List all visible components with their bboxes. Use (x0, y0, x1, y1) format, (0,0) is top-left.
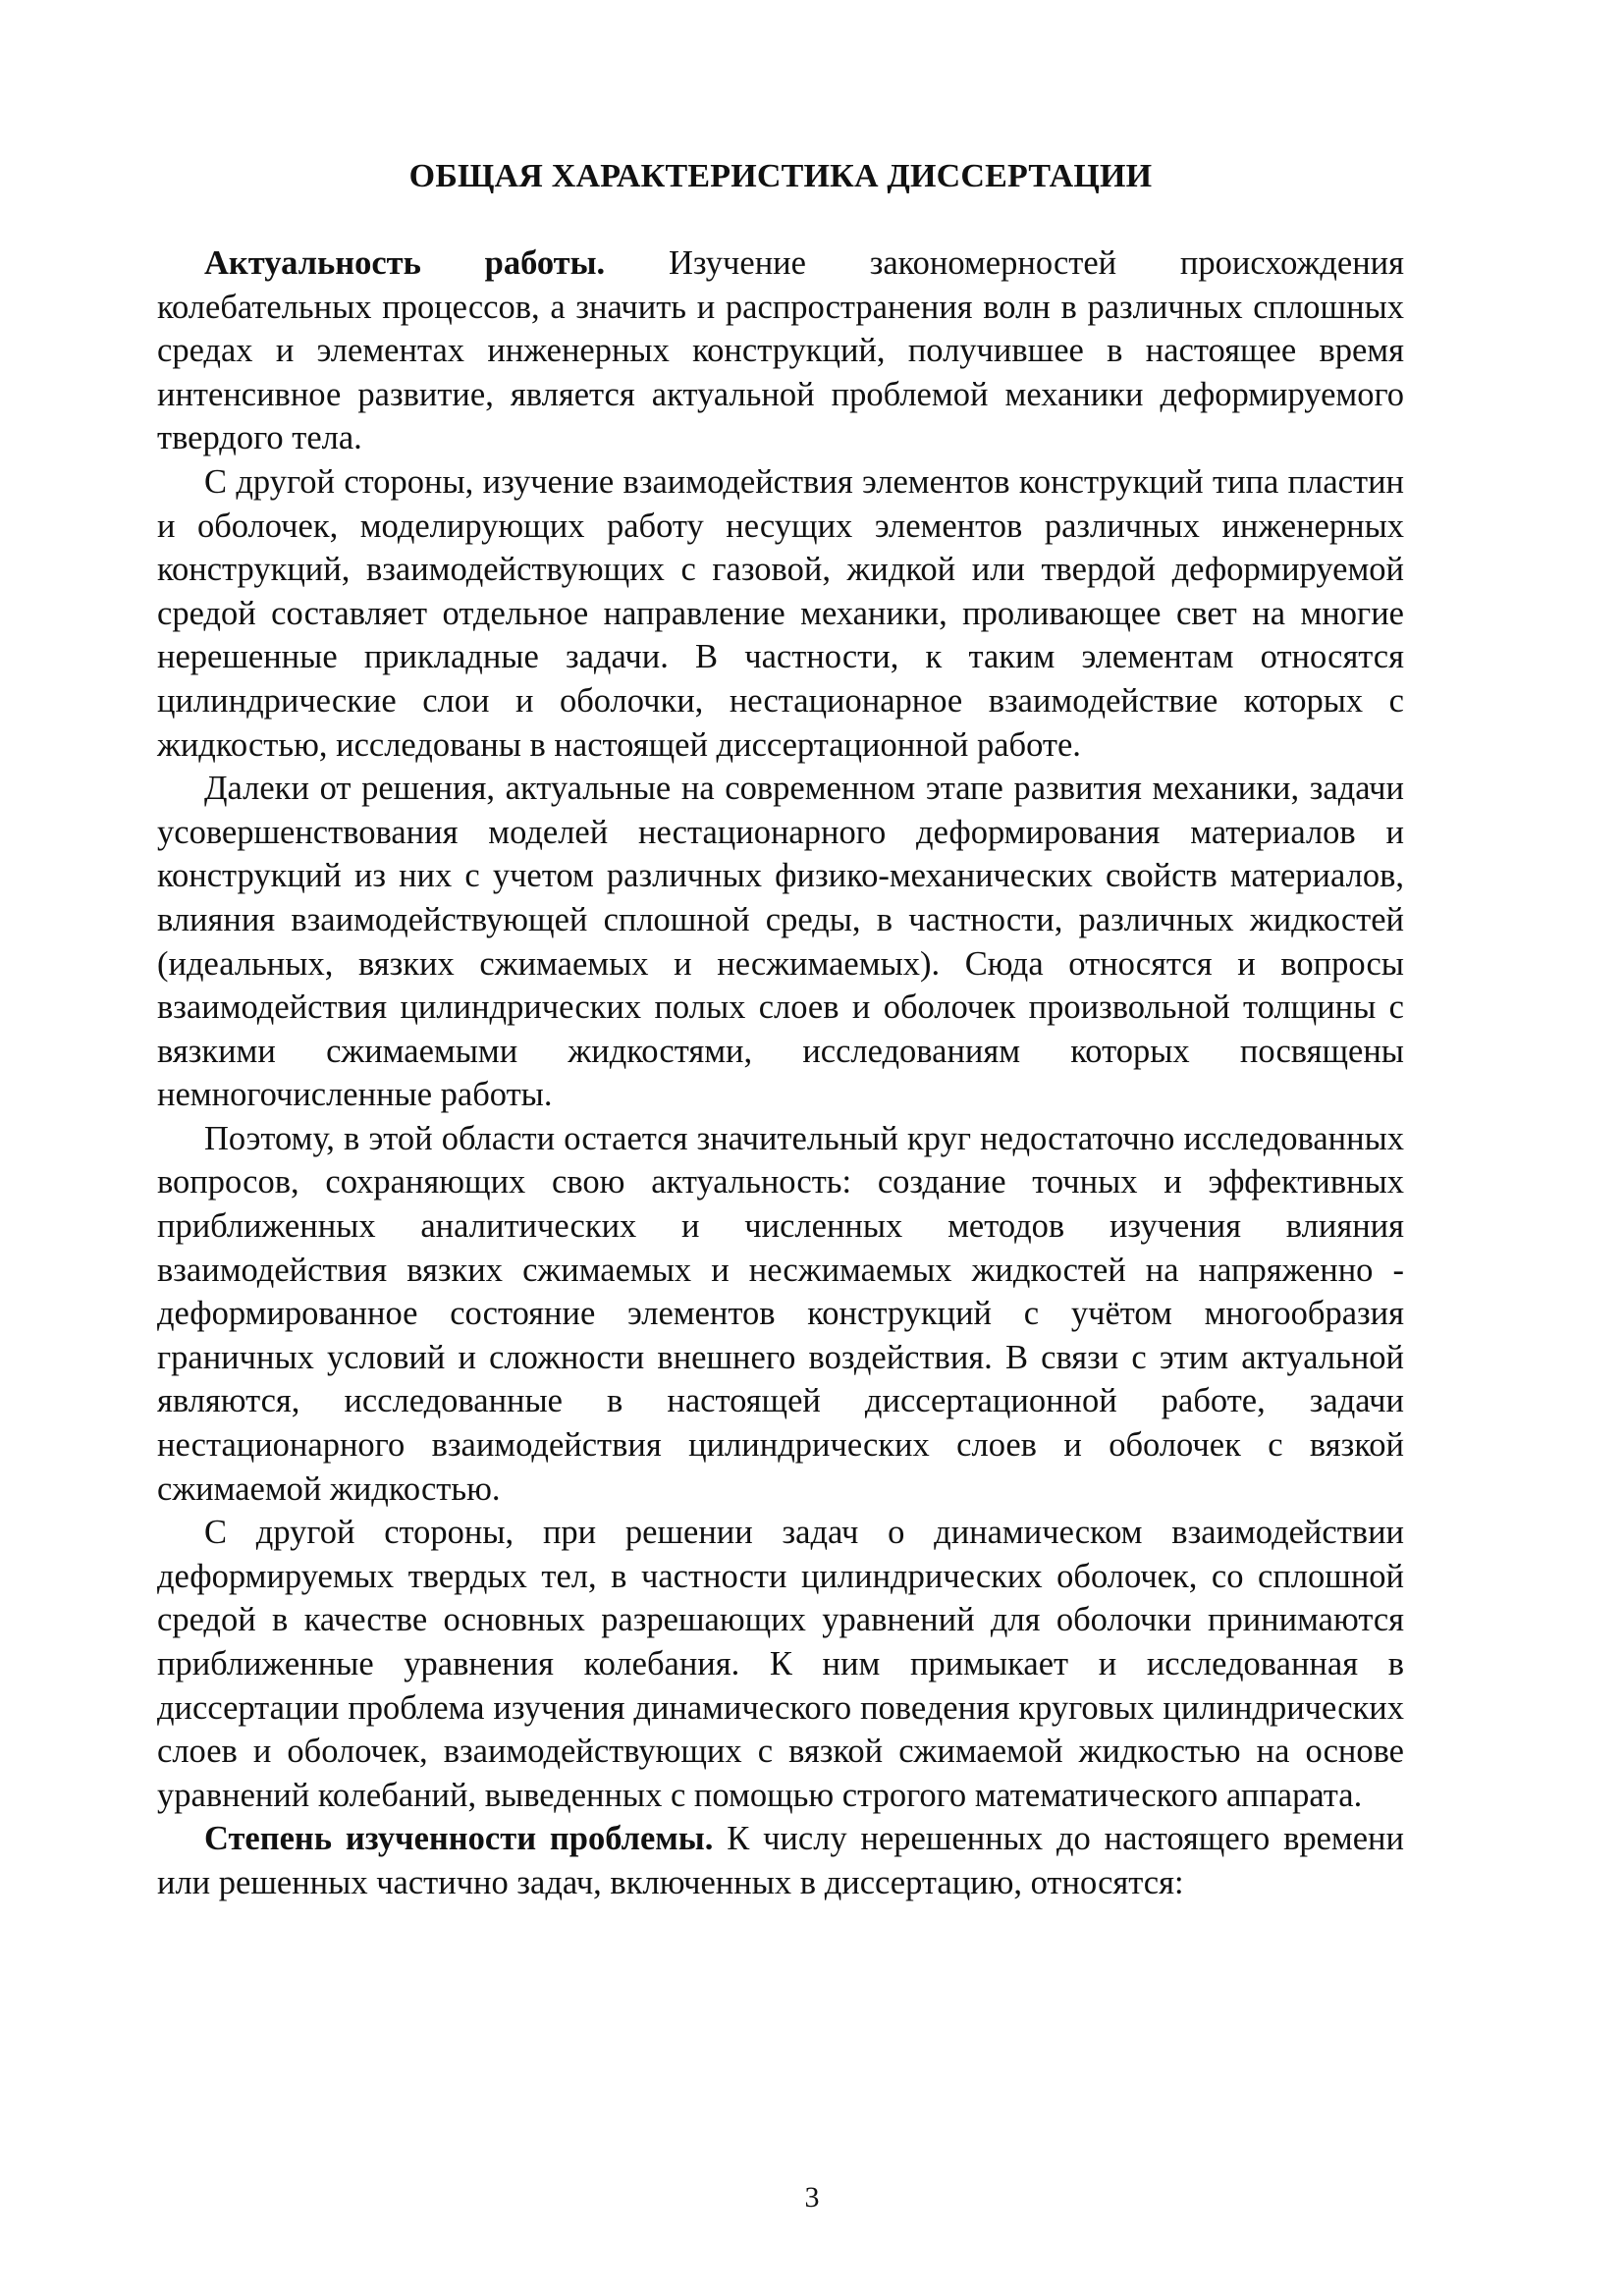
paragraph-lead: Степень изученности проблемы. (204, 1820, 714, 1858)
document-body (157, 241, 1404, 1905)
paragraph-text: Далеки от решения, актуальные на современном этапе развития механики, задачи усовершенствования моделей нестационарного деформирования материалов и конструкций из них с учетом различных физико-механических свойств материалов, влияния взаимодействующей сплошной среды, в частности, различных жидкостей (идеальных, вязких сжимаемых и несжимаемых). Сюда относятся и вопросы взаимодействия цилиндрических полых слоев и оболочек произвольной толщины с вязкими сжимаемыми жидкостями, исследованиям которых посвящены немногочисленные работы. (157, 770, 1404, 1114)
paragraph (157, 1511, 1404, 1817)
page-number: 3 (804, 2181, 820, 2214)
paragraph-lead: Актуальность работы. (204, 244, 606, 282)
paragraph-relevance (157, 241, 1404, 460)
page-title: ОБЩАЯ ХАРАКТЕРИСТИКА ДИССЕРТАЦИИ (408, 158, 1153, 194)
paragraph-text: Поэтому, в этой области остается значительный круг недостаточно исследованных вопросов, сохраняющих свою актуальность: создание точных и эффективных приближенных аналитических и численных методов изучения влияния взаимодействия вязких сжимаемых и несжимаемых жидкостей на напряженно - деформированное состояние элементов конструкций с учётом многообразия граничных условий и сложности внешнего воздействия. В связи с этим актуальной являются, исследованные в настоящей диссертационной работе, задачи нестационарного взаимодействия цилиндрических слоев и оболочек с вязкой сжимаемой жидкостью. (157, 1119, 1404, 1508)
paragraph-text: С другой стороны, при решении задач о динамическом взаимодействии деформируемых твердых тел, в частности цилиндрических оболочек, со сплошной средой в качестве основных разрешающих уравнений для оболочки принимаются приближенные уравнения колебания. К ним примыкает и исследованная в диссертации проблема изучения динамического поведения круговых цилиндрических слоев и оболочек, взаимодействующих с вязкой сжимаемой жидкостью на основе уравнений колебаний, выведенных с помощью строгого математического аппарата. (157, 1514, 1404, 1814)
paragraph (157, 767, 1404, 1117)
paragraph-text: С другой стороны, изучение взаимодействия элементов конструкций типа пластин и оболочек, моделирующих работу несущих элементов различных инженерных конструкций, взаимодействующих с газовой, жидкой или твердой деформируемой средой составляет отдельное направление механики, проливающее свет на многие нерешенные прикладные задачи. В частности, к таким элементам относятся цилиндрические слои и оболочки, нестационарное взаимодействие которых с жидкостью, исследованы в настоящей диссертационной работе. (157, 462, 1404, 764)
paragraph (157, 1117, 1404, 1511)
paragraph-degree-of-study (157, 1817, 1404, 1904)
paragraph-text: Изучение закономерностей происхождения колебательных процессов, а значить и распространения волн в различных сплошных средах и элементах инженерных конструкций, получившее в настоящее время интенсивное развитие, является актуальной проблемой механики деформируемого твердого тела. (157, 244, 1404, 457)
paragraph (157, 460, 1404, 767)
paragraph-text: К числу нерешенных до настоящего времени или решенных частично задач, включенных в диссертацию, относятся: (157, 1820, 1404, 1901)
